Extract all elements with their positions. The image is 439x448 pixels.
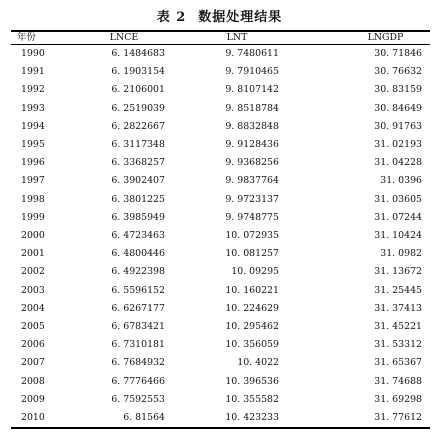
cell-lngdp: 31. 0982: [380, 248, 422, 260]
table-row: [11, 209, 430, 227]
cell-lnce: 6. 7592553: [111, 393, 165, 405]
cell-lngdp: 30. 91763: [374, 120, 422, 132]
cell-lngdp: 31. 74688: [374, 375, 422, 387]
cell-lnt: 10. 396536: [225, 375, 279, 387]
table-row: [11, 263, 430, 281]
cell-year: 2005: [21, 321, 45, 333]
cell-year: 2009: [21, 393, 45, 405]
table-row: [11, 373, 430, 391]
cell-lnce: 6. 3801225: [111, 193, 165, 205]
cell-lngdp: 31. 53312: [374, 339, 422, 351]
cell-lnce: 6. 2519039: [111, 102, 165, 114]
cell-lnce: 6. 7776466: [111, 375, 165, 387]
cell-lnce: 6. 4723463: [111, 230, 165, 242]
table-row: [11, 45, 430, 64]
cell-lnce: 6. 4800446: [111, 248, 165, 260]
cell-lnce: 6. 4922398: [111, 266, 165, 278]
cell-lngdp: 31. 69298: [374, 393, 422, 405]
table-row: [11, 118, 430, 136]
cell-lnt: 9. 9368256: [225, 157, 279, 169]
header-lngdp: LNGDP: [367, 32, 404, 43]
table-row: [11, 336, 430, 354]
cell-lnt: 10. 09295: [231, 266, 279, 278]
cell-year: 2004: [21, 302, 45, 314]
cell-lnt: 10. 423233: [225, 412, 279, 424]
cell-year: 2007: [21, 357, 45, 369]
table-row: [11, 300, 430, 318]
table-title: 数据处理结果: [198, 10, 283, 25]
data-table: [11, 30, 430, 429]
cell-lngdp: 30. 71846: [374, 48, 422, 59]
cell-lnt: 9. 7910465: [225, 66, 279, 78]
table-caption: [0, 6, 439, 25]
cell-year: 1994: [21, 120, 45, 132]
cell-lngdp: 31. 77612: [374, 412, 422, 424]
cell-year: 2000: [21, 230, 45, 242]
cell-year: 1990: [21, 48, 45, 59]
cell-lngdp: 31. 10424: [374, 230, 422, 242]
cell-year: 2010: [21, 412, 45, 424]
cell-lngdp: 31. 25445: [374, 284, 422, 296]
cell-lngdp: 31. 37413: [374, 302, 422, 314]
cell-lnt: 9. 8107142: [225, 84, 279, 96]
cell-lnt: 9. 9723137: [225, 193, 279, 205]
cell-lnt: 10. 160221: [225, 284, 279, 296]
table-row: [11, 227, 430, 245]
cell-lnt: 10. 355582: [225, 393, 279, 405]
cell-lnt: 10. 072935: [225, 230, 279, 242]
table-row: [11, 81, 430, 99]
cell-lnce: 6. 7310181: [111, 339, 165, 351]
cell-lnce: 6. 6267177: [111, 302, 165, 314]
cell-lnt: 10. 081257: [225, 248, 279, 260]
cell-year: 1998: [21, 193, 45, 205]
table-row: [11, 409, 430, 428]
cell-year: 2008: [21, 375, 45, 387]
cell-lngdp: 31. 04228: [374, 157, 422, 169]
cell-lnce: 6. 1903154: [111, 66, 165, 78]
cell-lngdp: 31. 65367: [374, 357, 422, 369]
cell-lnt: 10. 224629: [225, 302, 279, 314]
table-row: [11, 100, 430, 118]
cell-year: 1997: [21, 175, 45, 187]
table-row: [11, 154, 430, 172]
cell-lngdp: 31. 07244: [374, 211, 422, 223]
table-row: [11, 136, 430, 154]
cell-lnce: 6. 7684932: [111, 357, 165, 369]
cell-lnt: 9. 9128436: [225, 139, 279, 151]
cell-lnce: 6. 3902407: [111, 175, 165, 187]
cell-lnce: 6. 1484683: [111, 48, 165, 59]
cell-year: 1993: [21, 102, 45, 114]
cell-lngdp: 30. 76632: [374, 66, 422, 78]
table-row: [11, 318, 430, 336]
table-body: [11, 45, 430, 429]
cell-lnt: 10. 4022: [237, 357, 279, 369]
cell-lnt: 10. 356059: [225, 339, 279, 351]
cell-year: 1992: [21, 84, 45, 96]
table-row: [11, 191, 430, 209]
cell-year: 2001: [21, 248, 45, 260]
table-row: [11, 391, 430, 409]
cell-year: 1995: [21, 139, 45, 151]
cell-lnt: 9. 9837764: [225, 175, 279, 187]
cell-year: 1996: [21, 157, 45, 169]
cell-lnt: 10. 295462: [225, 321, 279, 333]
cell-year: 1999: [21, 211, 45, 223]
cell-lnce: 6. 6783421: [111, 321, 165, 333]
table-row: [11, 354, 430, 372]
cell-lnce: 6. 3117348: [111, 139, 165, 151]
cell-lnce: 6. 5596152: [111, 284, 165, 296]
cell-lngdp: 31. 45221: [374, 321, 422, 333]
cell-lnt: 9. 9748775: [225, 211, 279, 223]
table-header-row: [11, 31, 430, 45]
table-number: 表 2: [156, 10, 187, 25]
cell-year: 2006: [21, 339, 45, 351]
cell-lngdp: 30. 84649: [374, 102, 422, 114]
table-row: [11, 282, 430, 300]
cell-lnce: 6. 3985949: [111, 211, 165, 223]
cell-lngdp: 31. 0396: [380, 175, 422, 187]
header-year: 年份: [17, 32, 36, 43]
cell-lnce: 6. 2822667: [111, 120, 165, 132]
cell-lnt: 9. 8832848: [225, 120, 279, 132]
cell-year: 1991: [21, 66, 45, 78]
cell-lngdp: 30. 83159: [374, 84, 422, 96]
cell-lnce: 6. 81564: [123, 412, 165, 424]
header-lnce: LNCE: [109, 32, 139, 43]
cell-lnt: 9. 7480611: [225, 48, 279, 59]
cell-lnce: 6. 3368257: [111, 157, 165, 169]
header-lnt: LNT: [226, 32, 248, 43]
cell-lnt: 9. 8518784: [225, 102, 279, 114]
cell-lngdp: 31. 03605: [374, 193, 422, 205]
table-row: [11, 63, 430, 81]
table-row: [11, 172, 430, 190]
table-row: [11, 245, 430, 263]
cell-lngdp: 31. 13672: [374, 266, 422, 278]
cell-year: 2002: [21, 266, 45, 278]
cell-lnce: 6. 2106001: [111, 84, 165, 96]
cell-year: 2003: [21, 284, 45, 296]
cell-lngdp: 31. 02193: [374, 139, 422, 151]
